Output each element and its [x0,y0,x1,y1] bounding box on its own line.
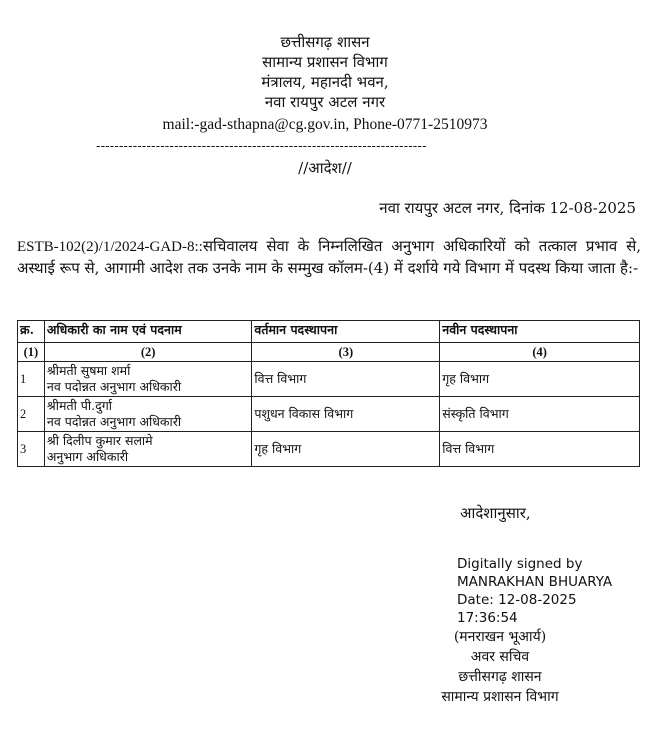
table-row [18,362,640,397]
officer-designation: अनुभाग अधिकारी [46,449,129,464]
officer-name: श्रीमती सुषमा शर्मा [46,363,131,378]
header-contact: mail:-gad-sthapna@cg.gov.in, Phone-0771-2510973 [162,116,488,133]
header-name: अधिकारी का नाम एवं पदनाम [44,321,252,343]
row-officer [44,432,252,467]
header-sn: क्र. [18,321,45,343]
row-current-posting: पशुधन विकास विभाग [252,397,440,432]
table-colnum-row [18,343,640,362]
header-department: सामान्य प्रशासन विभाग [262,53,388,71]
header-separator: ------------------------------------------------------------------------ [96,139,427,154]
officer-name: श्री दिलीप कुमार सलामे [46,433,153,448]
row-current-posting: वित्त विभाग [252,362,440,397]
header-current: वर्तमान पदस्थापना [252,321,440,343]
order-text: सचिवालय सेवा के निम्नलिखित अनुभाग अधिकारियों को तत्काल प्रभाव से, अस्थाई रूप से, आगामी आदेश तक उनके नाम के सम्मुख कॉलम-(4) में दर्शाये गये विभाग में पदस्थ किया जाता है:- [17,237,641,277]
header-new: नवीन पदस्थापना [440,321,640,343]
row-new-posting: वित्त विभाग [440,432,640,467]
officer-designation: नव पदोन्नत अनुभाग अधिकारी [46,379,182,394]
colnum-3: (3) [252,343,440,362]
signatory-block [420,627,580,707]
table-header-row [18,321,640,343]
order-reference: ESTB-102(2)/1/2024-GAD-8:: [17,239,203,255]
header-ministry: मंत्रालय, महानदी भवन, [261,73,389,91]
row-sn: 2 [18,397,45,432]
order-title: //आदेश// [298,159,352,177]
row-officer [44,397,252,432]
header-government: छत्तीसगढ़ शासन [280,33,370,51]
header-city: नवा रायपुर अटल नगर [264,93,386,111]
digital-signature-block [457,555,612,627]
colnum-2: (2) [44,343,252,362]
order-body [17,236,641,279]
digital-signature-line: Digitally signed by [457,556,583,572]
colnum-1: (1) [18,343,45,362]
row-current-posting: गृह विभाग [252,432,440,467]
row-officer [44,362,252,397]
row-sn: 3 [18,432,45,467]
officer-name: श्रीमती पी.दुर्गा [46,398,112,413]
signatory-designation: अवर सचिव [470,649,530,665]
signatory-name: (मनराखन भूआर्य) [453,629,547,645]
colnum-4: (4) [440,343,640,362]
date-line: नवा रायपुर अटल नगर, दिनांक 12-08-2025 [379,199,636,217]
table-row [18,432,640,467]
by-order-text: आदेशानुसार, [460,504,531,522]
officer-designation: नव पदोन्नत अनुभाग अधिकारी [46,414,182,429]
posting-table [17,320,640,467]
digital-signature-time: 17:36:54 [457,610,518,626]
digital-signature-date: Date: 12-08-2025 [457,592,577,608]
signatory-department: सामान्य प्रशासन विभाग [441,689,559,705]
row-new-posting: गृह विभाग [440,362,640,397]
row-new-posting: संस्कृति विभाग [440,397,640,432]
signatory-government: छत्तीसगढ़ शासन [458,669,542,685]
row-sn: 1 [18,362,45,397]
table-row [18,397,640,432]
digital-signature-signer: MANRAKHAN BHUARYA [457,574,613,590]
